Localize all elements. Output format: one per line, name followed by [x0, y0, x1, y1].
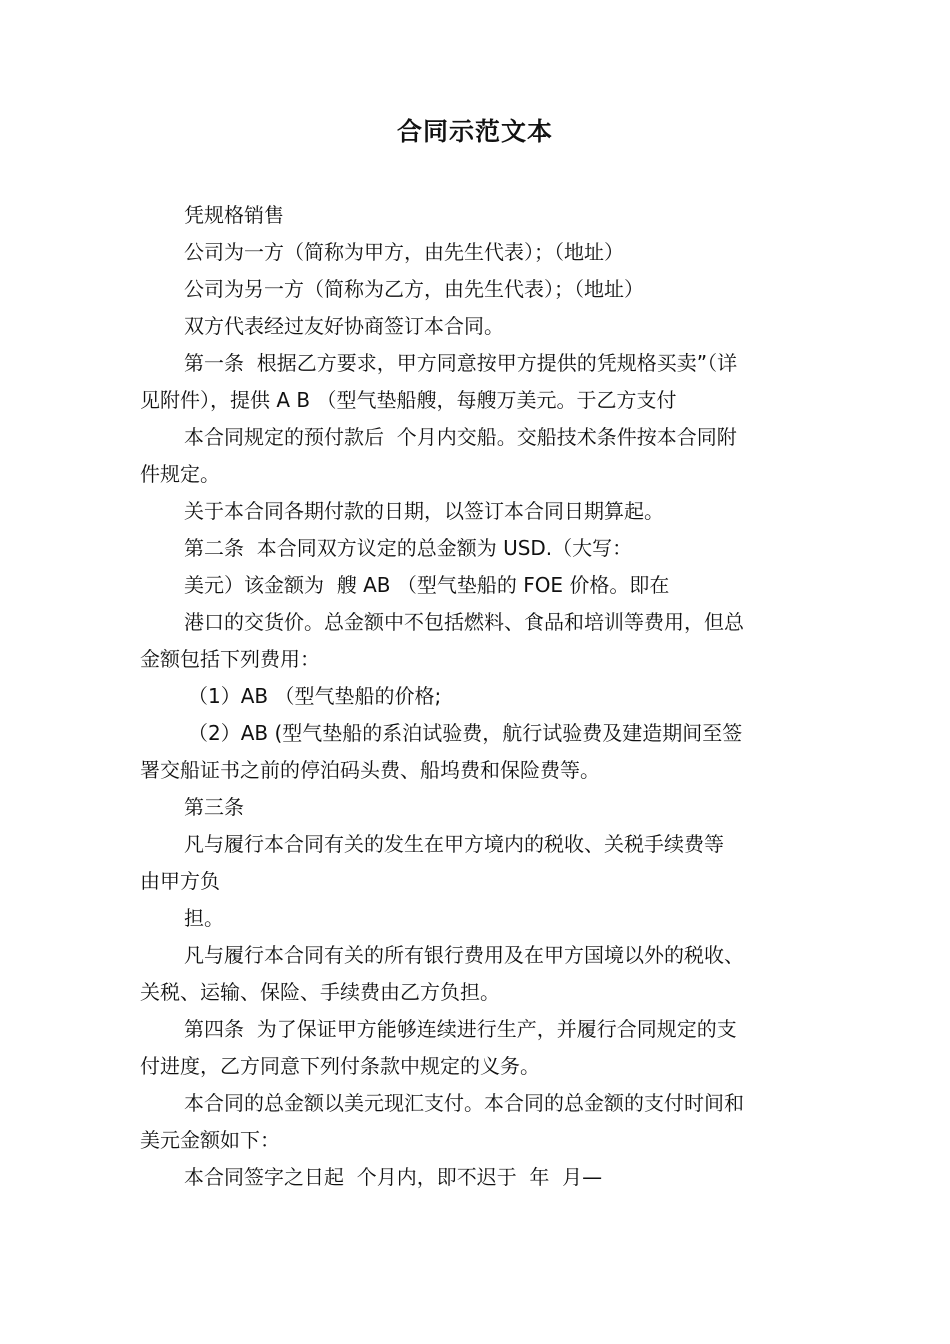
body-line: 公司为一方（简称为甲方，由先生代表）；（地址）	[184, 240, 624, 264]
body-line: 本合同的总金额以美元现汇支付。本合同的总金额的支付时间和	[184, 1091, 744, 1115]
body-line: 金额包括下列费用：	[140, 647, 320, 671]
body-line: 第三条	[184, 795, 244, 819]
body-line: 美元）该金额为 艘 AB （型气垫船的 FOE 价格。即在	[184, 573, 670, 597]
body-line: 公司为另一方（简称为乙方，由先生代表）；（地址）	[184, 277, 644, 301]
body-line: 第四条 为了保证甲方能够连续进行生产，并履行合同规定的支	[184, 1017, 737, 1041]
body-line: 由甲方负	[140, 869, 220, 893]
body-line: 署交船证书之前的停泊码头费、船坞费和保险费等。	[140, 758, 600, 782]
body-line: 凭规格销售	[184, 203, 284, 227]
body-line: 双方代表经过友好协商签订本合同。	[184, 314, 504, 338]
body-line: 件规定。	[140, 462, 220, 486]
body-line: 关于本合同各期付款的日期，以签订本合同日期算起。	[184, 499, 664, 523]
body-line: 第二条 本合同双方议定的总金额为 USD.（大写：	[184, 536, 633, 560]
body-line: （1）AB （型气垫船的价格;	[188, 684, 442, 708]
body-line: 本合同签字之日起 个月内，即不迟于 年 月—	[184, 1165, 603, 1189]
body-line: 付进度，乙方同意下列付条款中规定的义务。	[140, 1054, 540, 1078]
body-line: 美元金额如下：	[140, 1128, 280, 1152]
body-line: 本合同规定的预付款后 个月内交船。交船技术条件按本合同附	[184, 425, 737, 449]
body-line: 凡与履行本合同有关的所有银行费用及在甲方国境以外的税收、	[184, 943, 744, 967]
body-line: 见附件），提供 A B （型气垫船艘，每艘万美元。于乙方支付	[140, 388, 677, 412]
body-line: 第一条 根据乙方要求，甲方同意按甲方提供的凭规格买卖”（详	[184, 351, 738, 375]
body-line: （2）AB (型气垫船的系泊试验费，航行试验费及建造期间至签	[188, 721, 743, 745]
body-line: 凡与履行本合同有关的发生在甲方境内的税收、关税手续费等	[184, 832, 724, 856]
body-line: 港口的交货价。总金额中不包括燃料、食品和培训等费用，但总	[184, 610, 744, 634]
document-body	[140, 197, 820, 1196]
document-title: 合同示范文本	[396, 117, 553, 146]
body-line: 担。	[184, 906, 224, 930]
body-line: 关税、运输、保险、手续费由乙方负担。	[140, 980, 500, 1004]
